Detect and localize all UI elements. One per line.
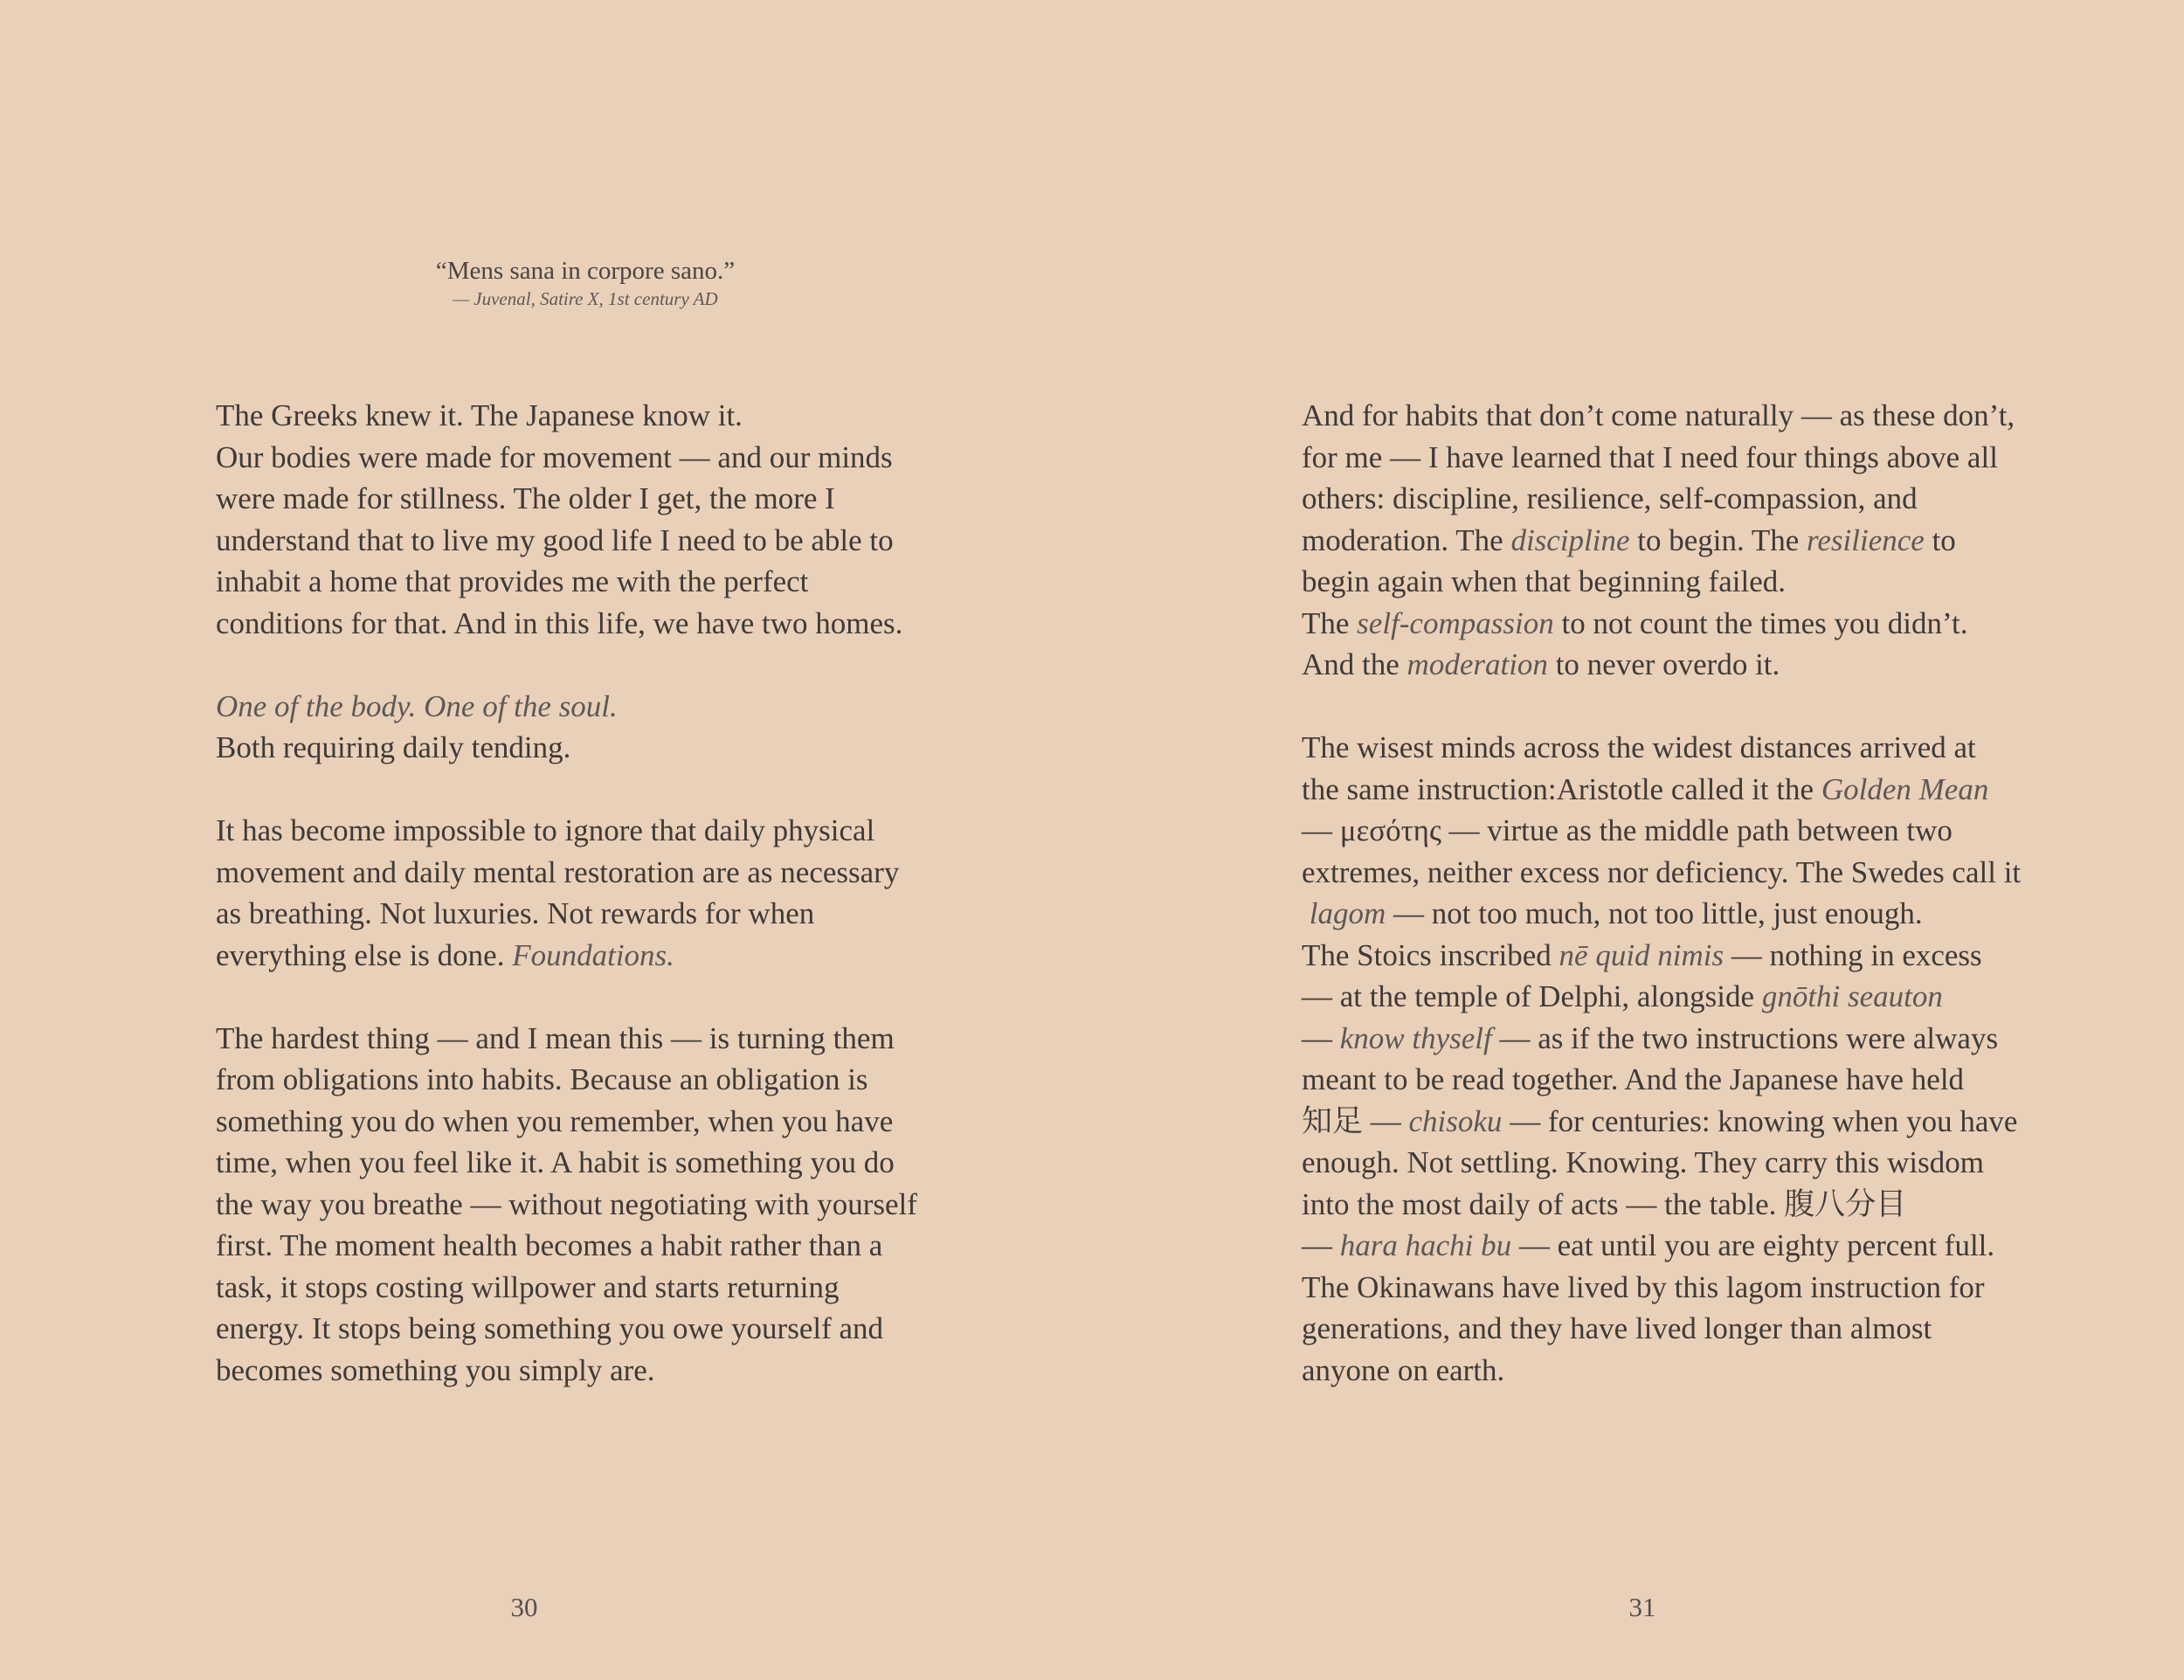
italic-text: know thyself <box>1339 1020 1492 1055</box>
text-run: to never overdo it. <box>1547 647 1780 681</box>
epigraph <box>384 255 786 311</box>
epigraph-quote: “Mens sana in corpore sano.” <box>435 257 736 285</box>
text-line <box>216 686 941 728</box>
text-line <box>1302 1225 2035 1267</box>
italic-text: Golden Mean <box>1821 771 1989 806</box>
text-run: — for centuries: knowing when you have <box>1502 1103 2018 1138</box>
text-line: The Okinawans have lived by this lagom instruction for <box>1302 1269 1985 1304</box>
text-run: — eat until you are eighty percent full. <box>1511 1228 1995 1262</box>
text-line: becomes something you simply are. <box>216 1352 655 1387</box>
text-line: The Greeks knew it. The Japanese know it. <box>216 398 743 432</box>
italic-text: self-compassion <box>1357 605 1554 640</box>
text-line: something you do when you remember, when you have <box>216 1103 894 1138</box>
text-line <box>1302 520 2035 562</box>
text-line <box>1302 935 2035 977</box>
text-line: energy. It stops being something you owe yourself and <box>216 1311 884 1345</box>
text-line: the way you breathe — without negotiating with yourself <box>216 1186 917 1221</box>
italic-text: One of the body. One of the soul. <box>216 688 618 723</box>
text-line: conditions for that. And in this life, we have two homes. <box>216 605 903 640</box>
text-run: And the <box>1302 647 1407 681</box>
text-line: time, when you feel like it. A habit is something you do <box>216 1145 895 1179</box>
italic-text: moderation <box>1406 647 1548 681</box>
text-line <box>1302 893 2035 935</box>
paragraph <box>1302 727 2035 1391</box>
text-run: — <box>1302 1020 1340 1055</box>
text-run: to not count the times you didn’t. <box>1553 605 1968 640</box>
italic-text: discipline <box>1510 522 1630 557</box>
text-line: for me — I have learned that I need four things above all <box>1302 439 1998 474</box>
text-run: moderation. The <box>1302 522 1511 557</box>
text-line: meant to be read together. And the Japanese have held <box>1302 1062 1965 1096</box>
page-number-right: 31 <box>1628 1592 1656 1622</box>
text-line: The wisest minds across the widest distances arrived at <box>1302 730 1976 764</box>
italic-text: hara hachi bu <box>1339 1228 1512 1262</box>
text-line: generations, and they have lived longer than almost <box>1302 1311 1932 1345</box>
right-page-body <box>1302 395 2035 1391</box>
text-line: others: discipline, resilience, self-compassion, and <box>1302 481 1918 515</box>
text-line: — μεσότης — virtue as the middle path between two <box>1302 813 1952 847</box>
text-run: to begin. The <box>1629 522 1807 557</box>
text-line: as breathing. Not luxuries. Not rewards for when <box>216 896 815 930</box>
text-line: movement and daily mental restoration are as necessary <box>216 854 900 889</box>
text-line: inhabit a home that provides me with the perfect <box>216 564 809 598</box>
text-line: begin again when that beginning failed. <box>1302 564 1787 598</box>
text-line: enough. Not settling. Knowing. They carry this wisdom <box>1302 1145 1984 1179</box>
page-number-left: 30 <box>510 1592 538 1622</box>
text-run: — at the temple of Delphi, alongside <box>1302 979 1762 1013</box>
text-run: to <box>1924 522 1956 557</box>
text-run: — nothing in excess <box>1724 937 1982 972</box>
text-run: — not too much, not too little, just enough. <box>1386 896 1923 930</box>
text-run: — <box>1302 1228 1340 1262</box>
text-line: extremes, neither excess nor deficiency. The Swedes call it <box>1302 854 2022 889</box>
paragraph <box>216 395 941 644</box>
text-run: The <box>1302 605 1358 640</box>
text-line <box>1302 976 2035 1018</box>
epigraph-citation: — Juvenal, Satire X, 1st century AD <box>453 288 718 309</box>
italic-text: gnōthi seauton <box>1761 979 1943 1013</box>
italic-text: Foundations. <box>512 937 674 972</box>
left-page-body <box>216 395 941 1391</box>
text-line: anyone on earth. <box>1302 1352 1505 1387</box>
text-line: Both requiring daily tending. <box>216 730 571 764</box>
text-line: into the most daily of acts — the table. 腹八分目 <box>1302 1186 1907 1221</box>
text-line: And for habits that don’t come naturally — as these don’t, <box>1302 398 2015 432</box>
paragraph <box>216 686 941 769</box>
text-run: everything else is done. <box>216 937 513 972</box>
text-line: understand that to live my good life I need to be able to <box>216 522 894 557</box>
text-line <box>216 935 941 977</box>
italic-text: nē quid nimis <box>1559 937 1724 972</box>
text-line: It has become impossible to ignore that daily physical <box>216 813 875 847</box>
text-line <box>1302 1018 2035 1060</box>
text-line: from obligations into habits. Because an obligation is <box>216 1062 868 1096</box>
text-line: first. The moment health becomes a habit rather than a <box>216 1228 883 1262</box>
text-line <box>1302 1101 2035 1143</box>
italic-text: lagom <box>1309 896 1386 930</box>
text-line: The hardest thing — and I mean this — is turning them <box>216 1020 895 1055</box>
italic-text: resilience <box>1807 522 1925 557</box>
text-line <box>1302 603 2035 645</box>
paragraph <box>216 810 941 976</box>
text-run: The Stoics inscribed <box>1302 937 1559 972</box>
text-line: Our bodies were made for movement — and our minds <box>216 439 893 474</box>
text-run: 知足 — <box>1302 1103 1409 1138</box>
text-run: the same instruction:Aristotle called it the <box>1302 771 1821 806</box>
text-line <box>1302 644 2035 686</box>
paragraph <box>216 1018 941 1392</box>
text-run: — as if the two instructions were always <box>1491 1020 1999 1055</box>
text-line <box>1302 769 2035 811</box>
text-line: were made for stillness. The older I get, the more I <box>216 481 835 515</box>
text-line: task, it stops costing willpower and starts returning <box>216 1269 840 1304</box>
italic-text: chisoku <box>1408 1103 1503 1138</box>
paragraph <box>1302 395 2035 686</box>
